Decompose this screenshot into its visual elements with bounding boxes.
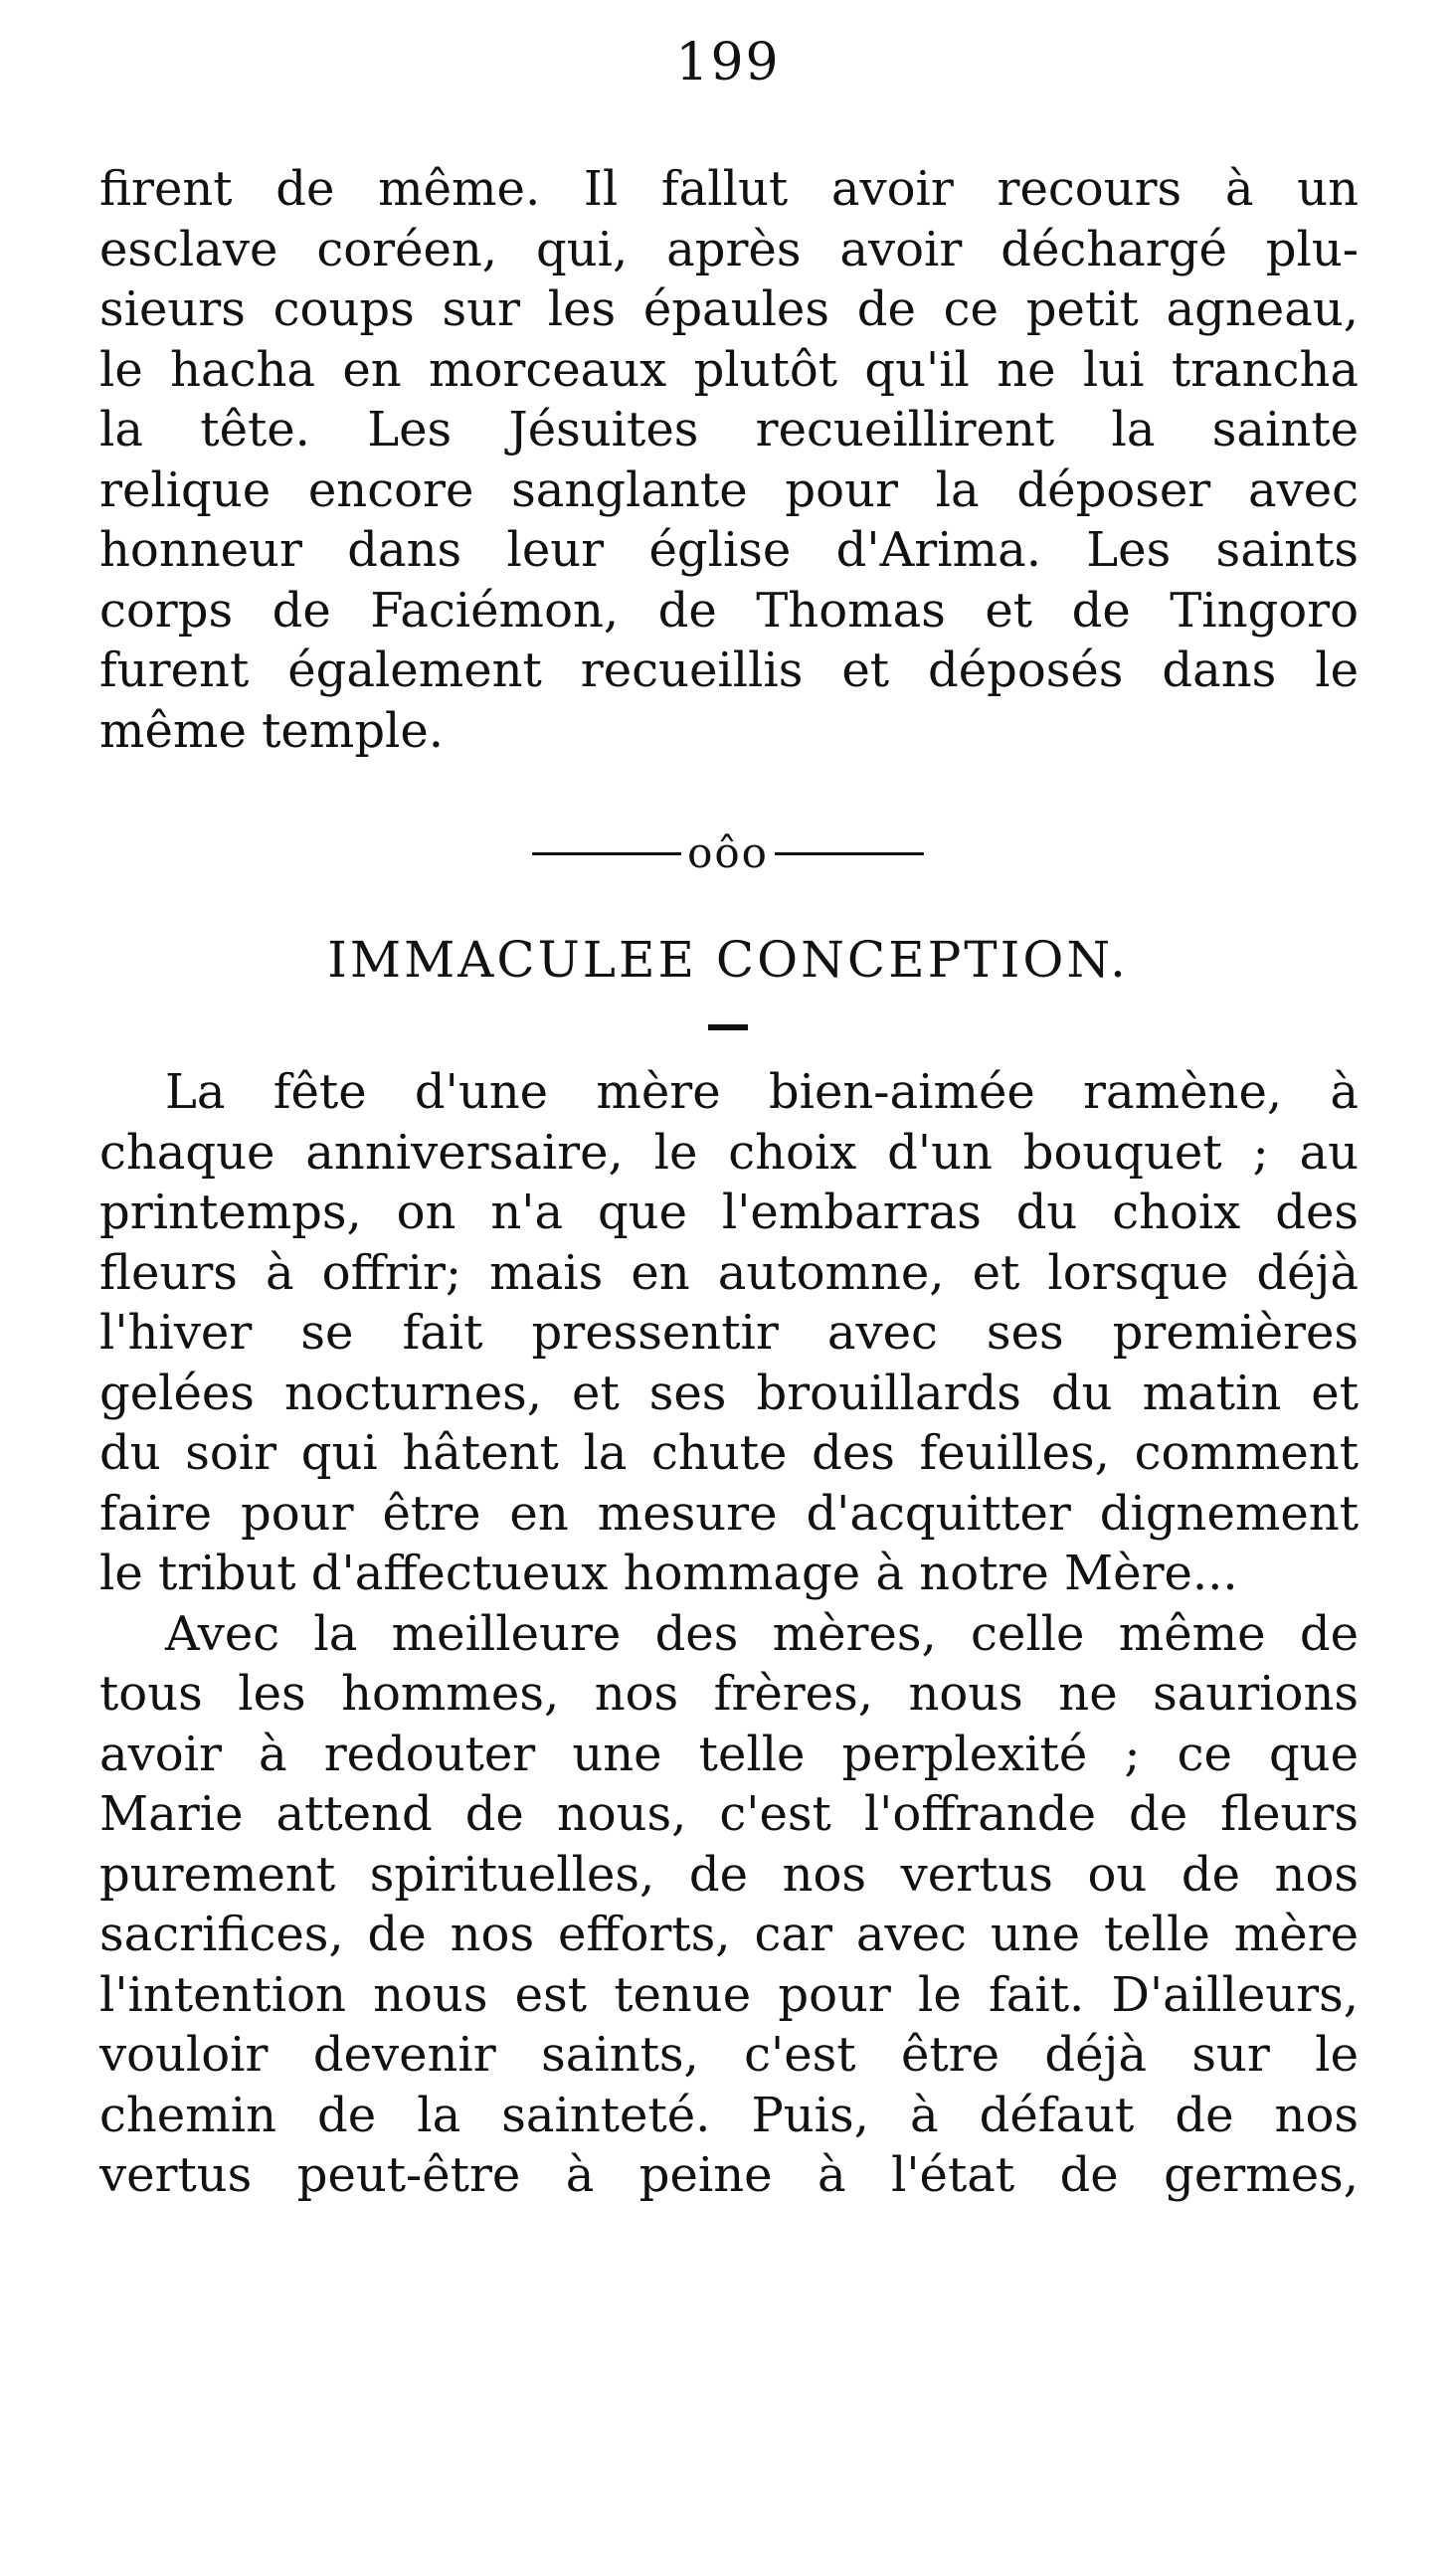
- text-line: Avec la meilleure des mères, celle même de: [165, 1605, 1359, 1662]
- text-line: l'hiver se fait pressentir avec ses premières: [99, 1305, 1359, 1361]
- text-line: honneur dans leur église d'Arima. Les saints: [99, 522, 1359, 578]
- divider-rule-right: [775, 852, 924, 855]
- text-line: vertus peut-être à peine à l'état de germes,: [99, 2147, 1359, 2203]
- divider-rule-left: [532, 852, 681, 855]
- text-line: chaque anniversaire, le choix d'un bouquet ; au: [99, 1124, 1359, 1181]
- text-line: du soir qui hâtent la chute des feuilles, comment: [99, 1425, 1359, 1481]
- section-divider: [0, 823, 1456, 883]
- text-line: furent également recueillis et déposés dans le: [99, 642, 1359, 698]
- text-line: firent de même. Il fallut avoir recours à un: [99, 161, 1359, 217]
- text-line: esclave coréen, qui, après avoir déchargé plu-: [99, 221, 1359, 277]
- text-line: le hacha en morceaux plutôt qu'il ne lui trancha: [99, 341, 1359, 398]
- page-number: 199: [675, 33, 781, 92]
- section-title: IMMACULEE CONCEPTION.: [327, 931, 1129, 989]
- text-line: relique encore sanglante pour la déposer avec: [99, 461, 1359, 518]
- title-underline-mark: [708, 1024, 748, 1030]
- text-line: printemps, on n'a que l'embarras du choix des: [99, 1185, 1359, 1240]
- text-line: même temple.: [99, 702, 445, 759]
- section-body: [99, 1062, 1359, 2206]
- text-line: purement spirituelles, de nos vertus ou de nos: [99, 1846, 1359, 1903]
- text-line: le tribut d'affectueux hommage à notre Mère...: [99, 1546, 1238, 1601]
- text-line: fleurs à offrir; mais en automne, et lorsque déjà: [99, 1244, 1359, 1301]
- text-line: La fête d'une mère bien-aimée ramène, à: [165, 1064, 1359, 1120]
- text-line: gelées nocturnes, et ses brouillards du matin et: [99, 1365, 1359, 1421]
- text-line: corps de Faciémon, de Thomas et de Tingoro: [99, 582, 1359, 639]
- text-line: tous les hommes, nos frères, nous ne saurions: [99, 1666, 1359, 1722]
- text-line: sieurs coups sur les épaules de ce petit agneau,: [99, 281, 1359, 337]
- text-line: vouloir devenir saints, c'est être déjà sur le: [99, 2027, 1359, 2083]
- text-line: sacrifices, de nos efforts, car avec une telle mère: [99, 1907, 1359, 1962]
- text-line: l'intention nous est tenue pour le fait. D'ailleurs,: [99, 1966, 1359, 2023]
- text-line: Marie attend de nous, c'est l'offrande de fleurs: [99, 1786, 1359, 1842]
- text-line: faire pour être en mesure d'acquitter dignement: [99, 1485, 1359, 1542]
- text-line: chemin de la sainteté. Puis, à défaut de nos: [99, 2087, 1359, 2143]
- divider-ornament: oôo: [687, 828, 769, 877]
- text-line: la tête. Les Jésuites recueillirent la sainte: [99, 402, 1359, 457]
- paragraph-martyrdom-ending: [99, 159, 1359, 761]
- text-line: avoir à redouter une telle perplexité ; ce que: [99, 1726, 1359, 1782]
